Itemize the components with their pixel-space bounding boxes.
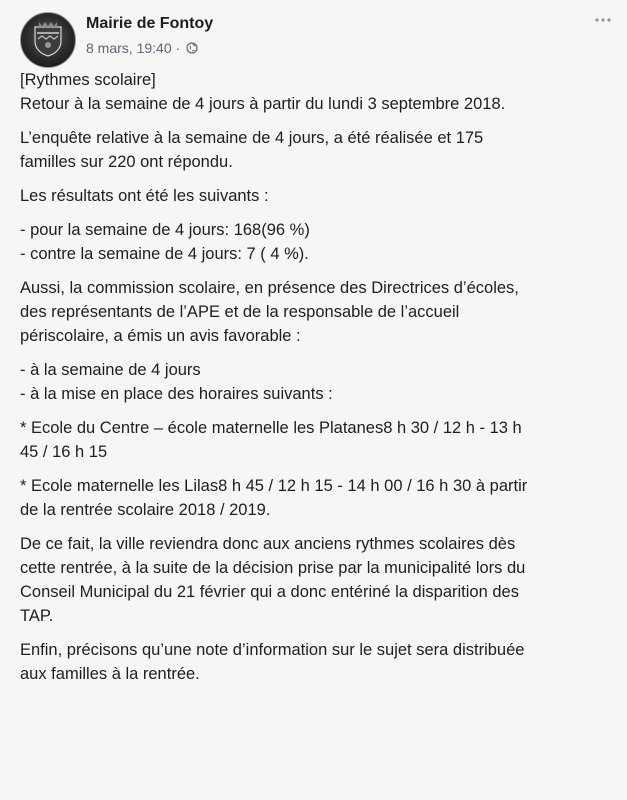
page-name-link[interactable]: Mairie de Fontoy bbox=[86, 15, 214, 32]
globe-icon[interactable] bbox=[186, 42, 198, 54]
post-line: familles sur 220 ont répondu. bbox=[20, 153, 233, 171]
post-line: périscolaire, a émis un avis favorable : bbox=[20, 327, 301, 345]
avatar[interactable] bbox=[20, 12, 76, 68]
post-line: - contre la semaine de 4 jours: 7 ( 4 %). bbox=[20, 245, 309, 263]
post-line: aux familles à la rentrée. bbox=[20, 665, 200, 683]
post-paragraph bbox=[20, 68, 616, 116]
post-paragraph bbox=[20, 638, 616, 686]
post-meta bbox=[86, 14, 213, 56]
more-icon[interactable] bbox=[593, 14, 613, 26]
post-line: * Ecole maternelle les Lilas8 h 45 / 12 h 15 - 14 h 00 / 16 h 30 à partir bbox=[20, 477, 528, 495]
post-line: de la rentrée scolaire 2018 / 2019. bbox=[20, 501, 271, 519]
post-paragraph bbox=[20, 276, 616, 348]
post-line: 45 / 16 h 15 bbox=[20, 443, 108, 461]
post-line: - pour la semaine de 4 jours: 168(96 %) bbox=[20, 221, 310, 239]
post-line: Enfin, précisons qu’une note d’information sur le sujet sera distribuée bbox=[20, 641, 525, 659]
post-paragraph bbox=[20, 126, 616, 174]
coat-of-arms-icon bbox=[21, 13, 75, 67]
meta-separator: · bbox=[175, 40, 181, 56]
post-paragraph bbox=[20, 474, 616, 522]
post-line: Retour à la semaine de 4 jours à partir du lundi 3 septembre 2018. bbox=[20, 95, 506, 113]
post-line: TAP. bbox=[20, 607, 54, 625]
post-line: L’enquête relative à la semaine de 4 jours, a été réalisée et 175 bbox=[20, 129, 484, 147]
post-line: des représentants de l’APE et de la responsable de l’accueil bbox=[20, 303, 460, 321]
post-line: * Ecole du Centre – école maternelle les Platanes8 h 30 / 12 h - 13 h bbox=[20, 419, 522, 437]
post-paragraph bbox=[20, 532, 616, 628]
post-line: Aussi, la commission scolaire, en présence des Directrices d’écoles, bbox=[20, 279, 519, 297]
post-header bbox=[20, 12, 213, 68]
post-line: - à la mise en place des horaires suivants : bbox=[20, 385, 333, 403]
post-line: - à la semaine de 4 jours bbox=[20, 361, 201, 379]
post-timeline bbox=[86, 40, 213, 56]
post-paragraph bbox=[20, 358, 616, 406]
post-timestamp[interactable]: 8 mars, 19:40 bbox=[86, 40, 172, 56]
post-paragraph bbox=[20, 416, 616, 464]
post-paragraph bbox=[20, 218, 616, 266]
post-paragraph bbox=[20, 184, 616, 208]
post-line: [Rythmes scolaire] bbox=[20, 71, 156, 89]
post-line: Les résultats ont été les suivants : bbox=[20, 187, 269, 205]
post-body bbox=[20, 68, 616, 696]
post-line: Conseil Municipal du 21 février qui a donc entériné la disparition des bbox=[20, 583, 519, 601]
post-line: cette rentrée, à la suite de la décision prise par la municipalité lors du bbox=[20, 559, 526, 577]
post-line: De ce fait, la ville reviendra donc aux anciens rythmes scolaires dès bbox=[20, 535, 516, 553]
